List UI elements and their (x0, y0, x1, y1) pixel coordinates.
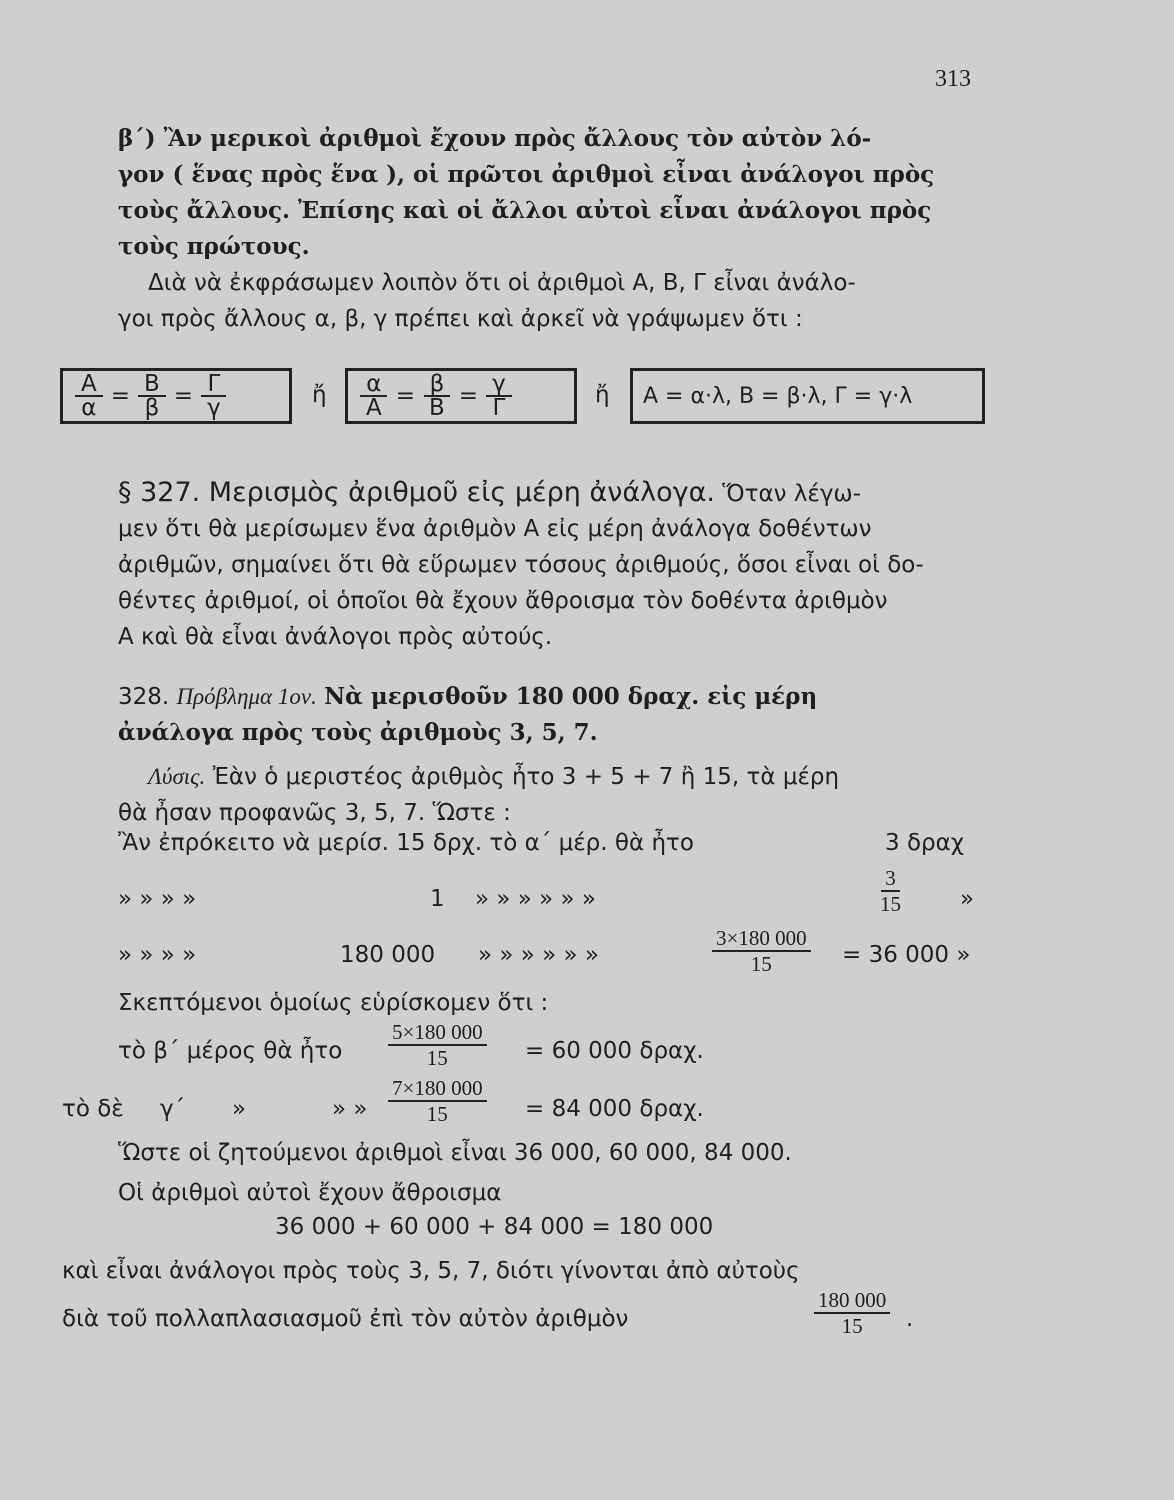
numerator: 3×180 000 (712, 926, 811, 952)
equals-sign: = (110, 383, 131, 409)
numerator: α (360, 373, 387, 397)
b-part-result: = 60 000 δραχ. (525, 1038, 704, 1064)
or-word-1: ἤ (312, 382, 327, 408)
para-b-line-2: γον ( ἕνας πρὸς ἕνα ), οἱ πρῶτοι ἀριθμοὶ εἶναι ἀνάλογοι πρὸς (118, 161, 935, 188)
sec327-line-3: θέντες ἀριθμοί, οἱ ὁποῖοι θὰ ἔχουν ἄθροισμα τὸν δοθέντα ἀριθμὸν (118, 588, 888, 614)
sec328-line-2: ἀνάλογα πρὸς τοὺς ἀριθμοὺς 3, 5, 7. (118, 719, 598, 746)
or-word-2: ἤ (595, 382, 610, 408)
denominator: Β (429, 395, 445, 421)
denominator: Α (366, 395, 382, 421)
row1-text: Ἂν ἐπρόκειτο νὰ μερίσ. 15 δρχ. τὸ α΄ μέρ. θὰ ἦτο (118, 830, 694, 856)
row2-fraction (880, 866, 901, 916)
numerator: 5×180 000 (388, 1020, 487, 1046)
c-part-label-a: τὸ δὲ (62, 1096, 124, 1122)
denominator: 15 (426, 1046, 448, 1070)
sec328-label: Πρόβλημα 1ον. (176, 684, 317, 709)
fraction (75, 373, 103, 419)
final-period: . (906, 1306, 914, 1332)
para-b-line-4: τοὺς πρώτους. (118, 233, 310, 260)
numerator: 7×180 000 (388, 1076, 487, 1102)
fraction (138, 373, 166, 419)
sec327-line-1: μεν ὅτι θὰ μερίσωμεν ἕνα ἀριθμὸν Α εἰς μέρη ἀνάλογα δοθέντων (118, 516, 872, 542)
para-dia-line-2: γοι πρὸς ἄλλους α, β, γ πρέπει καὶ ἀρκεῖ νὰ γράψωμεν ὅτι : (118, 306, 803, 332)
denominator: 15 (750, 952, 772, 976)
sec327-first-words: Ὅταν λέγω- (722, 481, 861, 507)
denominator: Γ (492, 395, 506, 421)
para-dia-line-1: Διὰ νὰ ἐκφράσωμεν λοιπὸν ὅτι οἱ ἀριθμοὶ Α, Β, Γ εἶναι ἀνάλο- (148, 270, 856, 296)
b-part-label: τὸ β΄ μέρος θὰ ἦτο (118, 1038, 343, 1064)
c-part-result: = 84 000 δραχ. (525, 1096, 704, 1122)
final-line-2: διὰ τοῦ πολλαπλασιασμοῦ ἐπὶ τὸν αὐτὸν ἀριθμὸν (62, 1306, 629, 1332)
conclusion-line-1: Ὥστε οἱ ζητούμενοι ἀριθμοὶ εἶναι 36 000, 60 000, 84 000. (118, 1140, 792, 1166)
row2-end-mark: » (960, 886, 975, 912)
page-number: 313 (935, 66, 971, 92)
denominator: β (144, 395, 160, 421)
row1-value: 3 δραχ (885, 830, 965, 856)
fraction (360, 373, 388, 419)
final-fraction (814, 1288, 890, 1338)
c-part-fraction (388, 1076, 487, 1126)
numerator: Γ (201, 373, 226, 397)
equals-sign: = (395, 383, 416, 409)
sec327-line-4: Α καὶ θὰ εἶναι ἀνάλογοι πρὸς αὐτούς. (118, 624, 553, 650)
row3-result: = 36 000 » (842, 942, 971, 968)
numerator: γ (486, 373, 512, 397)
row3-marks: » » » » (118, 942, 197, 968)
denominator: 15 (426, 1102, 448, 1126)
sec328-line-1 (118, 682, 988, 712)
skept-line: Σκεπτόμενοι ὁμοίως εὑρίσκομεν ὅτι : (118, 990, 549, 1016)
numerator: 3 (881, 866, 900, 892)
lysis-line-2: θὰ ἦσαν προφανῶς 3, 5, 7. Ὥστε : (118, 800, 511, 826)
denominator: 15 (880, 892, 901, 916)
denominator: 15 (841, 1314, 863, 1338)
denominator: α (81, 395, 97, 421)
conclusion-line-2: Οἱ ἀριθμοὶ αὐτοὶ ἔχουν ἄθροισμα (118, 1180, 502, 1206)
numerator: Α (75, 373, 103, 397)
equals-sign: = (458, 383, 479, 409)
fraction (423, 373, 451, 419)
formula-box-1 (60, 368, 292, 424)
sec328-number: 328. (118, 684, 170, 710)
sec328-text: Νὰ μερισθοῦν 180 000 δραχ. εἰς μέρη (324, 683, 818, 710)
sec327-title: § 327. Μερισμὸς ἀριθμοῦ εἰς μέρη ἀνάλογα. (118, 477, 715, 508)
formula-box-2 (345, 368, 577, 424)
row3-number: 180 000 (340, 942, 436, 968)
para-b-line-1: β΄) Ἂν μερικοὶ ἀριθμοὶ ἔχουν πρὸς ἄλλους τὸν αὐτὸν λό- (118, 125, 872, 152)
equals-sign: = (173, 383, 194, 409)
final-line-1: καὶ εἶναι ἀνάλογοι πρὸς τοὺς 3, 5, 7, διότι γίνονται ἀπὸ αὐτοὺς (62, 1258, 800, 1284)
c-part-label-c: » (232, 1096, 247, 1122)
lysis-label: Λύσις. (148, 764, 206, 789)
numerator: Β (138, 373, 166, 397)
sec327-heading-line (118, 478, 998, 509)
fraction (201, 373, 227, 419)
row2-number: 1 (430, 886, 445, 912)
c-part-label-b: γ΄ (160, 1096, 186, 1122)
row3-fraction (712, 926, 811, 976)
sum-equation: 36 000 + 60 000 + 84 000 = 180 000 (275, 1214, 714, 1240)
lysis-line-1 (148, 762, 1018, 792)
fraction (486, 373, 512, 419)
numerator: β (424, 373, 451, 397)
row2-marks: » » » » (118, 886, 197, 912)
numerator: 180 000 (814, 1288, 890, 1314)
formula-box-3: Α = α·λ, Β = β·λ, Γ = γ·λ (630, 368, 985, 424)
denominator: γ (207, 395, 221, 421)
row2-marks-2: » » » » » » (475, 886, 596, 912)
b-part-fraction (388, 1020, 487, 1070)
c-part-label-d: » » (332, 1096, 368, 1122)
lysis-text: Ἐὰν ὁ μεριστέος ἀριθμὸς ἦτο 3 + 5 + 7 ἢ 15, τὰ μέρη (212, 764, 840, 790)
para-b-line-3: τοὺς ἄλλους. Ἐπίσης καὶ οἱ ἄλλοι αὐτοὶ εἶναι ἀνάλογοι πρὸς (118, 197, 932, 224)
row3-marks-2: » » » » » » (478, 942, 599, 968)
sec327-line-2: ἀριθμῶν, σημαίνει ὅτι θὰ εὕρωμεν τόσους ἀριθμούς, ὅσοι εἶναι οἱ δο- (118, 552, 924, 578)
